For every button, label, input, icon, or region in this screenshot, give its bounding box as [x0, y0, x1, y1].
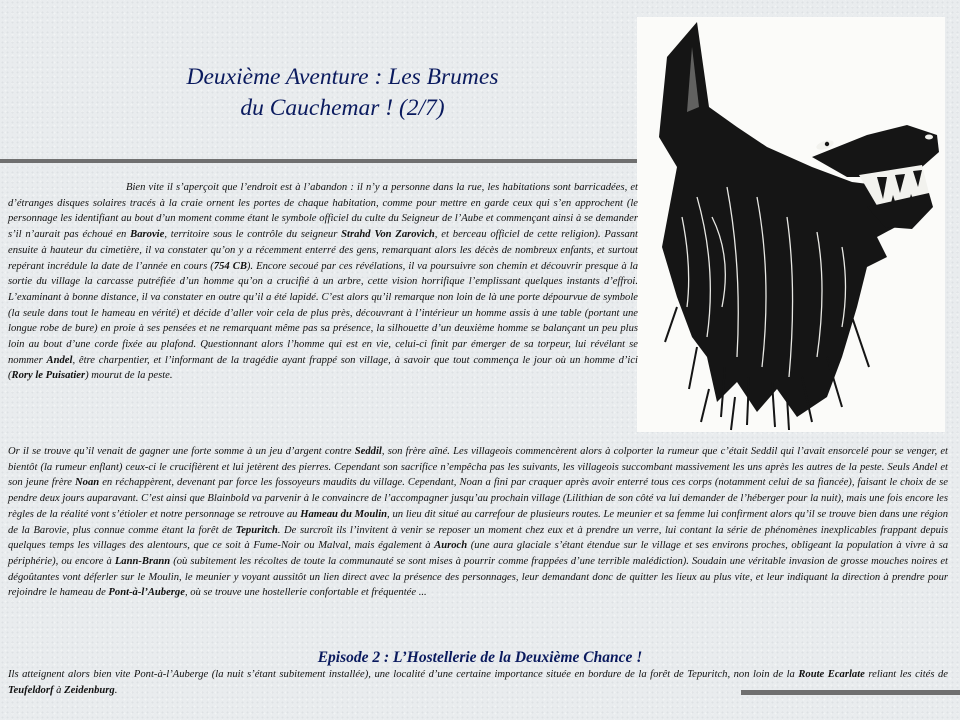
highlight-name: Lann-Brann — [114, 555, 171, 567]
highlight-name: Noan — [75, 477, 100, 489]
highlight-name: Teufeldorf — [8, 684, 54, 696]
wolf-head-illustration — [637, 17, 945, 432]
highlight-name: 754 CB — [213, 260, 247, 272]
title-line-2: du Cauchemar ! (2/7) — [240, 95, 445, 121]
title-line-1: Deuxième Aventure : Les Brumes — [186, 64, 499, 90]
highlight-name: Auroch — [434, 540, 468, 552]
highlight-name: Pont-à-l’Auberge — [108, 587, 185, 599]
highlight-name: Route Ecarlate — [798, 669, 865, 680]
episode-heading: Episode 2 : L’Hostellerie de la Deuxième Chance ! — [317, 649, 643, 666]
divider-top — [0, 159, 640, 163]
highlight-name: Zeidenburg — [64, 684, 115, 696]
highlight-name: Strahd Von Zarovich — [341, 229, 435, 241]
highlight-name: Tepuritch — [235, 524, 278, 536]
divider-bottom — [741, 690, 960, 695]
highlight-name: Hameau du Moulin — [300, 508, 388, 520]
paragraph-1: Bien vite il s’aperçoit que l’endroit est à l’abandon : il n’y a personne dans la rue, les habitations sont barricadées, et d’étranges disques solaires tracés à la craie ornent les portes de chaque habitation, comme pour mettre en garde ceux qui s’en approchent (le personnage les identifiant au bout d’un moment comme étant le symbole officiel du culte du Seigneur de l’Aube et commençant ainsi à se demander s’il n’aurait pas échoué en Barovie, territoire sous le contrôle du seigneur Strahd Von Zarovich, et berceau officiel de cette religion). Passant ensuite à hauteur du cimetière, il va constater qu’on y a récemment enterré des gens, remarquant alors les décès de nombreux enfants, et surtout repérant incrédule la date de l’année en cours (754 CB). Encore secoué par ces révélations, il va poursuivre son chemin et découvrir presque à la sortie du village la carcasse putréfiée d’un homme qu’on a crucifié à un arbre, cette vision horrifique l’emplissant quelques instants d’effroi. L’examinant à bonne distance, il va constater en outre qu’il a été lapidé. C’est alors qu’il remarque non loin de là une porte dépourvue de symbole (la seule dans tout le hameau en vérité) et décide d’aller voir cela de plus près, découvrant à l’intérieur un homme assis à une table (portant une longue robe de bure) en proie à ses pensées et ne remarquant même pas sa présence, la silhouette d’un deuxième homme se balançant un peu plus loin au bout d’une corde fixée au plafond. Questionnant alors l’homme qui est en vie, celui-ci finit par émerger de sa torpeur, lui révélant se nommer Andel, être charpentier, et l’informant de la tragédie ayant frappé son village, à savoir que tout commença le jour où un homme d’ici (Rory le Puisatier) mourut de la peste. — [8, 182, 639, 382]
highlight-name: Rory le Puisatier — [11, 370, 86, 382]
highlight-name: Andel — [46, 354, 73, 366]
paragraph-3: Ils atteignent alors bien vite Pont-à-l’Auberge (la nuit s’étant subitement installée), une localité d’une certaine importance située en bordure de la forêt de Tepuritch, non loin de la Route Ecarlate reliant les cités de Teufeldorf à Zeidenburg. — [8, 669, 949, 696]
wolf-head-drawing — [637, 17, 945, 432]
paragraph-2: Or il se trouve qu’il venait de gagner une forte somme à un jeu d’argent contre Seddil, son frère aîné. Les villageois commencèrent alors à colporter la rumeur que c’était Seddil qui l’avait ensorcelé pour se venger, et bientôt (la rumeur enflant) ceux-ci le crucifièrent et lui jetèrent des pierres. Cependant son sacrifice n’empêcha pas les suivants, les villageois succombant massivement les uns après les autres de la peste. Seuls Andel et son jeune frère Noan en réchappèrent, devenant par force les fossoyeurs maudits du village. Cependant, Noan a fini par craquer après avoir enterré tous ces corps (notamment celui de sa fiancée), faisant le choix de se pendre deux jours auparavant. C’est ainsi que Blainbold va parvenir à le convaincre de l’accompagner jusqu’au prochain village (Lilithian de son côté va lui demander de l’héberger pour la nuit), mais une fois encore les règles de la réalité vont s’étioler et notre personnage se retrouve au Hameau du Moulin, un lieu dit situé au carrefour de plusieurs routes. Le meunier et sa femme lui confirment alors qu’il se trouve bien dans une région de la Barovie, plus connue comme étant la forêt de Tepuritch. De surcroît ils l’invitent à venir se reposer un moment chez eux et à prendre un verre, lui contant la série de phénomènes inexplicables frappant depuis quelques temps les villages des alentours, que ce soit à Fume-Noir ou Malval, mais également à Auroch (une aura glaciale s’étant étendue sur le village et ses environs proches, obligeant la population à vivre à sa périphérie), ou encore à Lann-Brann (où subitement les récoltes de toute la communauté se sont mises à pourrir comme frappées d’une terrible malédiction). Soudain une véritable invasion de grosse mouches noires et dégoûtantes vont déferler sur le Moulin, le meunier y voyant aussitôt un lien direct avec la présence des personnages, leur demandant donc de quitter les lieux au plus vite, et leur indiquant la direction à prendre pour rejoindre le hameau de Pont-à-l’Auberge, où se trouve une hostellerie confortable et fréquentée ... — [8, 446, 949, 599]
highlight-name: Barovie — [130, 229, 165, 241]
highlight-name: Seddil — [354, 446, 382, 457]
page-title — [140, 62, 545, 124]
